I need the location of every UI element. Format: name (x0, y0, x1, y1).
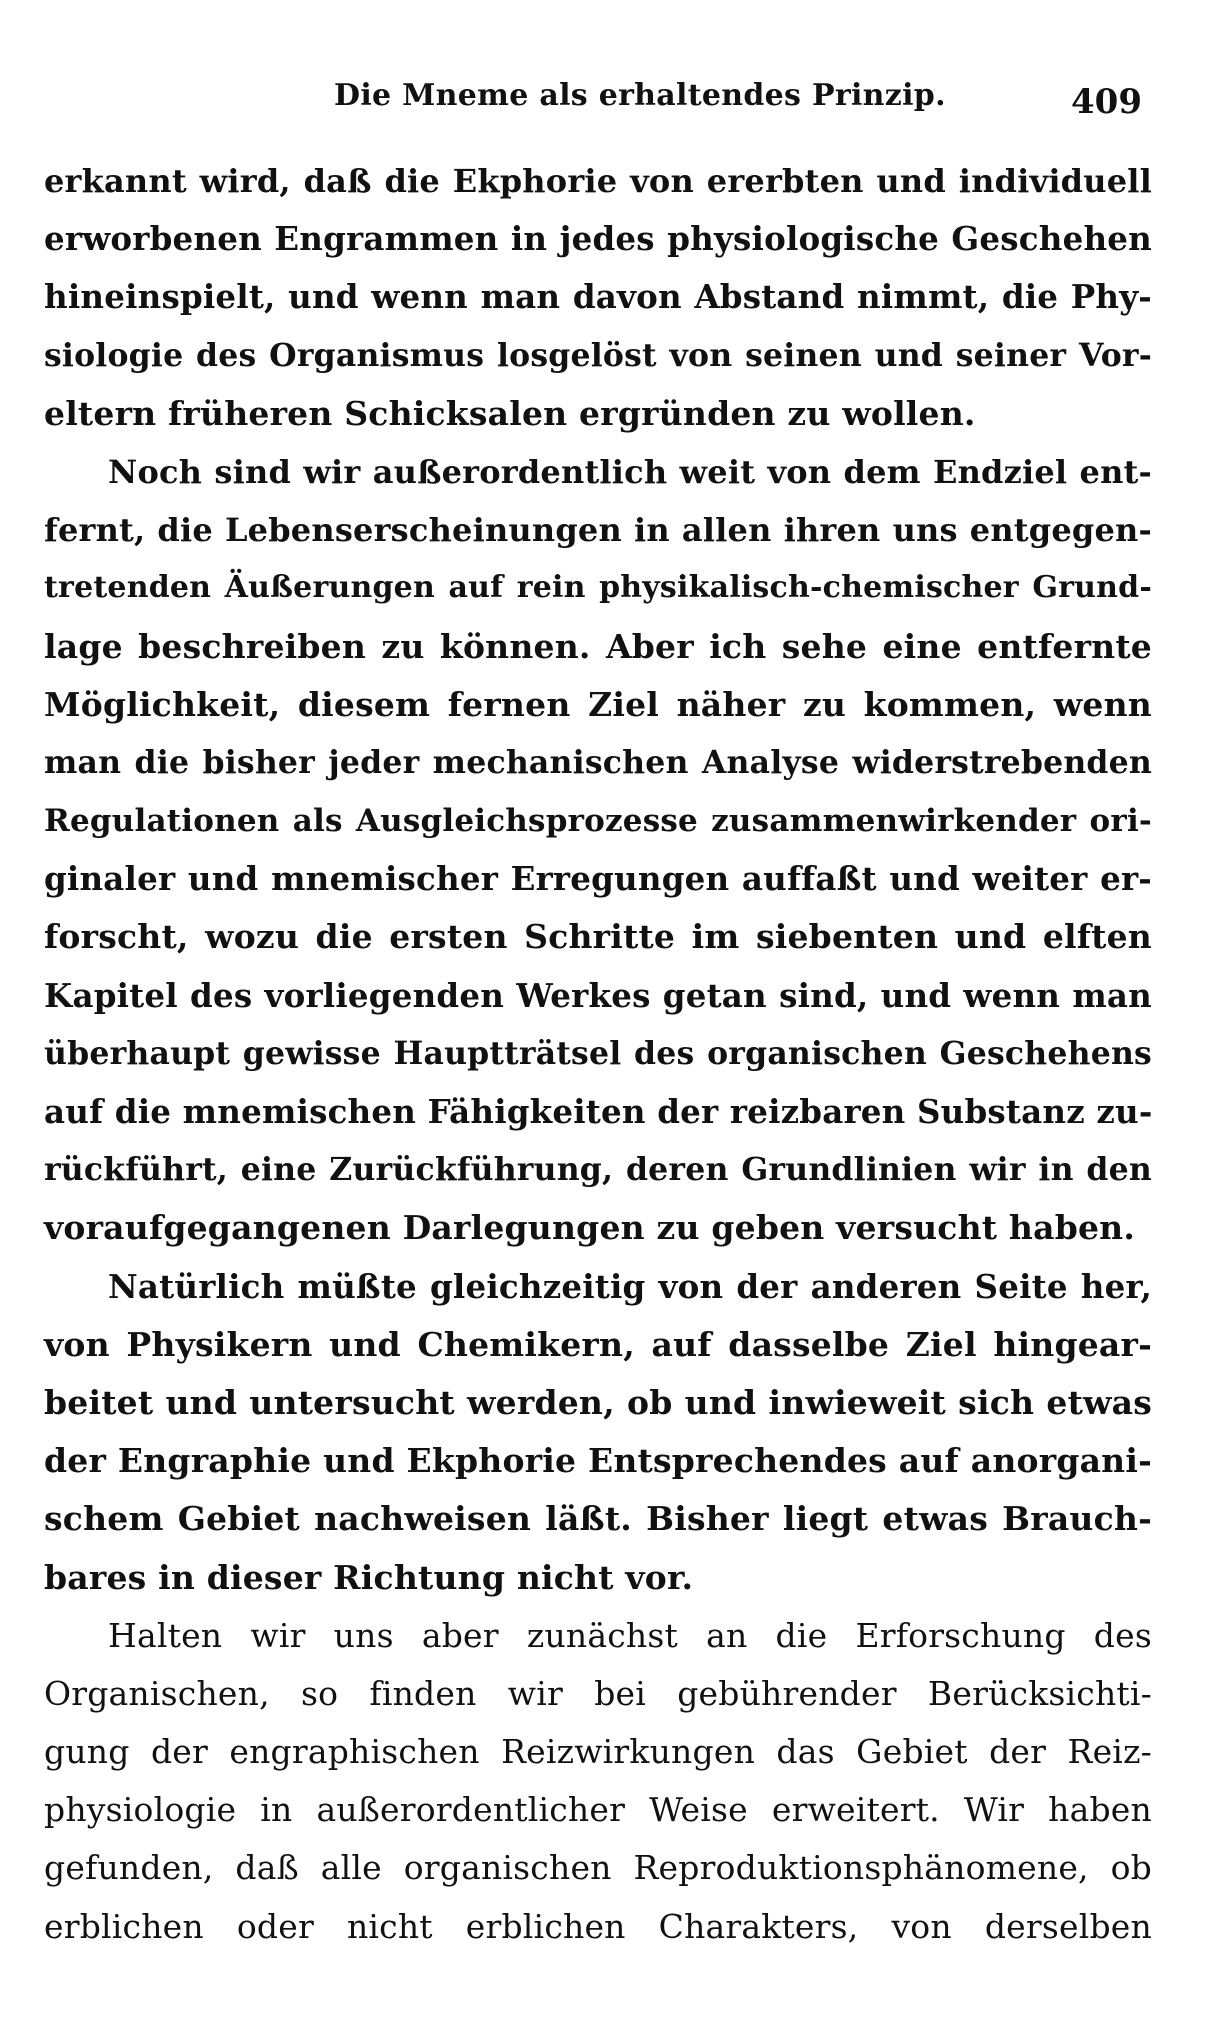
text-line: der Engraphie und Ekphorie Entsprechendes auf anorgani- (44, 1441, 1152, 1481)
text-line: erworbenen Engrammen in jedes physiologische Geschehen (44, 219, 1152, 259)
body-text (44, 152, 1152, 1956)
text-line: auf die mnemischen Fähigkeiten der reizbaren Substanz zu- (44, 1092, 1153, 1131)
running-title: Die Mneme als erhaltendes Prinzip. (334, 78, 946, 113)
text-line: forscht, wozu die ersten Schritte im siebenten und elften (44, 917, 1152, 957)
text-line: hineinspielt, und wenn man davon Abstand nimmt, die Phy- (44, 277, 1152, 317)
text-line: Organischen, so finden wir bei gebührender Berücksichti- (44, 1673, 1152, 1713)
paragraph-2 (44, 443, 1152, 1258)
text-line: voraufgegangenen Darlegungen zu geben versucht haben. (44, 1208, 1136, 1248)
paragraph-1 (44, 152, 1152, 443)
text-line: lage beschreiben zu können. Aber ich sehe eine entfernte (44, 626, 1152, 666)
text-line: Regulationen als Ausgleichsprozesse zusammenwirkender ori- (44, 803, 1152, 840)
paragraph-4 (44, 1607, 1152, 1956)
text-line: beitet und untersucht werden, ob und inwieweit sich etwas (44, 1382, 1152, 1422)
text-line: fernt, die Lebenserscheinungen in allen ihren uns entgegen- (44, 511, 1152, 550)
text-line: man die bisher jeder mechanischen Analyse widerstrebenden (44, 743, 1152, 781)
text-line: erblichen oder nicht erblichen Charakters, von derselben (44, 1906, 1152, 1946)
text-line: bares in dieser Richtung nicht vor. (44, 1557, 694, 1597)
page-number: 409 (1071, 82, 1142, 122)
text-line: überhaupt gewisse Hauptträtsel des organischen Geschehens (44, 1034, 1152, 1072)
text-line: physiologie in außerordentlicher Weise erweitert. Wir haben (44, 1790, 1152, 1830)
text-line: gefunden, daß alle organischen Reproduktionsphänomene, ob (44, 1848, 1152, 1888)
text-line: Natürlich müßte gleichzeitig von der anderen Seite her, (108, 1266, 1152, 1306)
text-line: ginaler und mnemischer Erregungen auffaßt und weiter er- (44, 859, 1152, 899)
text-line: Noch sind wir außerordentlich weit von dem Endziel ent- (108, 452, 1152, 491)
running-head (44, 78, 1150, 138)
text-line: schem Gebiet nachweisen läßt. Bisher liegt etwas Brauch- (44, 1499, 1152, 1539)
text-line: tretenden Äußerungen auf rein physikalisch-chemischer Grund- (44, 570, 1152, 606)
paragraph-3 (44, 1258, 1152, 1607)
text-line: siologie des Organismus losgelöst von seinen und seiner Vor- (44, 336, 1152, 374)
text-line: Kapitel des vorliegenden Werkes getan sind, und wenn man (44, 975, 1152, 1015)
text-line: rückführt, eine Zurückführung, deren Grundlinien wir in den (44, 1151, 1152, 1189)
text-line: erkannt wird, daß die Ekphorie von ererbten und individuell (44, 162, 1152, 200)
text-line: eltern früheren Schicksalen ergründen zu wollen. (44, 393, 976, 433)
text-line: von Physikern und Chemikern, auf dasselbe Ziel hingear- (44, 1324, 1152, 1364)
text-line: Möglichkeit, diesem fernen Ziel näher zu kommen, wenn (44, 684, 1152, 724)
text-line: Halten wir uns aber zunächst an die Erforschung des (108, 1615, 1152, 1655)
text-line: gung der engraphischen Reizwirkungen das Gebiet der Reiz- (44, 1732, 1152, 1772)
